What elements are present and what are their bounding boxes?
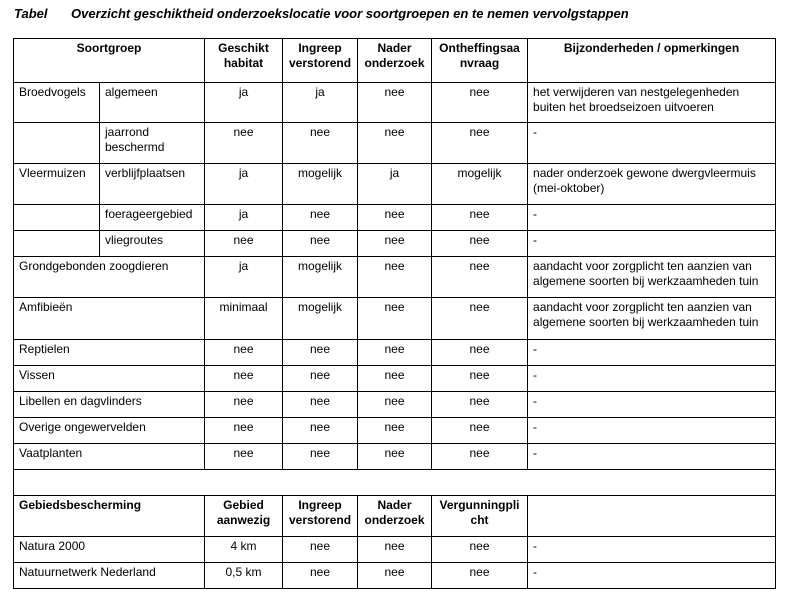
group-grondgebonden-zoogdieren: Grondgebonden zoogdieren bbox=[14, 257, 205, 298]
cell-ontheffing: nee bbox=[432, 444, 528, 470]
cell-nader: nee bbox=[358, 366, 432, 392]
cell-vergunning: nee bbox=[432, 563, 528, 589]
cell-note: - bbox=[528, 418, 776, 444]
cell-nader: ja bbox=[358, 164, 432, 205]
sub-vliegroutes: vliegroutes bbox=[100, 231, 205, 257]
header-nader-onderzoek-2: Nader onderzoek bbox=[358, 496, 432, 537]
cell-ontheffing: mogelijk bbox=[432, 164, 528, 205]
group-vissen: Vissen bbox=[14, 366, 205, 392]
group-overige-ongewervelden: Overige ongewervelden bbox=[14, 418, 205, 444]
cell-habitat: ja bbox=[205, 257, 283, 298]
cell-habitat: nee bbox=[205, 366, 283, 392]
group-vaatplanten: Vaatplanten bbox=[14, 444, 205, 470]
cell-gebied: 4 km bbox=[205, 537, 283, 563]
cell-ingreep: mogelijk bbox=[283, 164, 358, 205]
table-row bbox=[14, 83, 776, 123]
cell-ingreep: nee bbox=[283, 366, 358, 392]
header-nader-onderzoek: Nader onderzoek bbox=[358, 39, 432, 83]
cell-habitat: minimaal bbox=[205, 298, 283, 340]
table-header-row bbox=[14, 496, 776, 537]
cell-note: - bbox=[528, 231, 776, 257]
table-row bbox=[14, 418, 776, 444]
header-ingreep-verstorend-2: Ingreep verstorend bbox=[283, 496, 358, 537]
cell-nader: nee bbox=[358, 537, 432, 563]
header-gebied-aanwezig: Gebied aanwezig bbox=[205, 496, 283, 537]
sub-algemeen: algemeen bbox=[100, 83, 205, 123]
cell-habitat: ja bbox=[205, 164, 283, 205]
group-vleermuizen: Vleermuizen bbox=[14, 164, 100, 205]
cell-nader: nee bbox=[358, 340, 432, 366]
header-gebiedsbescherming: Gebiedsbescherming bbox=[14, 496, 205, 537]
cell-ontheffing: nee bbox=[432, 340, 528, 366]
cell-ingreep: nee bbox=[283, 418, 358, 444]
cell-vergunning: nee bbox=[432, 537, 528, 563]
cell-ontheffing: nee bbox=[432, 366, 528, 392]
cell-nader: nee bbox=[358, 257, 432, 298]
header-ontheffingsaanvraag: Ontheffingsaa nvraag bbox=[432, 39, 528, 83]
table-row bbox=[14, 537, 776, 563]
cell-ontheffing: nee bbox=[432, 123, 528, 164]
cell-habitat: nee bbox=[205, 418, 283, 444]
cell-note: nader onderzoek gewone dwergvleermuis (mei-oktober) bbox=[528, 164, 776, 205]
cell-nader: nee bbox=[358, 83, 432, 123]
table-row bbox=[14, 366, 776, 392]
table-spacer-row bbox=[14, 470, 776, 496]
cell-ingreep: nee bbox=[283, 563, 358, 589]
cell-habitat: nee bbox=[205, 123, 283, 164]
cell-nader: nee bbox=[358, 444, 432, 470]
cell-ingreep: nee bbox=[283, 392, 358, 418]
table-row bbox=[14, 340, 776, 366]
cell-ingreep: nee bbox=[283, 444, 358, 470]
cell-habitat: ja bbox=[205, 205, 283, 231]
header-geschikt-habitat: Geschikt habitat bbox=[205, 39, 283, 83]
sub-foerageergebied: foerageergebied bbox=[100, 205, 205, 231]
cell-ingreep: nee bbox=[283, 340, 358, 366]
table-row bbox=[14, 123, 776, 164]
group-libellen-dagvlinders: Libellen en dagvlinders bbox=[14, 392, 205, 418]
caption-title: Overzicht geschiktheid onderzoekslocatie voor soortgroepen en te nemen vervolgstappen bbox=[71, 6, 629, 21]
area-natuurnetwerk: Natuurnetwerk Nederland bbox=[14, 563, 205, 589]
cell-habitat: ja bbox=[205, 83, 283, 123]
spacer-cell bbox=[14, 470, 776, 496]
cell-ingreep: nee bbox=[283, 231, 358, 257]
caption-label: Tabel bbox=[14, 6, 48, 21]
cell-note: - bbox=[528, 340, 776, 366]
cell-nader: nee bbox=[358, 392, 432, 418]
header-bijzonderheden: Bijzonderheden / opmerkingen bbox=[528, 39, 776, 83]
table-row bbox=[14, 298, 776, 340]
table-row bbox=[14, 392, 776, 418]
cell-ingreep: ja bbox=[283, 83, 358, 123]
cell-note: - bbox=[528, 205, 776, 231]
sub-verblijfplaatsen: verblijfplaatsen bbox=[100, 164, 205, 205]
cell-note: het verwijderen van nestgelegenheden buiten het broedseizoen uitvoeren bbox=[528, 83, 776, 123]
table-row bbox=[14, 231, 776, 257]
table-row bbox=[14, 257, 776, 298]
cell-nader: nee bbox=[358, 231, 432, 257]
cell-nader: nee bbox=[358, 298, 432, 340]
sub-jaarrond-beschermd: jaarrond beschermd bbox=[100, 123, 205, 164]
table-row bbox=[14, 563, 776, 589]
table-row bbox=[14, 164, 776, 205]
species-table bbox=[13, 38, 776, 589]
cell-nader: nee bbox=[358, 123, 432, 164]
cell-note: aandacht voor zorgplicht ten aanzien van algemene soorten bij werkzaamheden tuin bbox=[528, 298, 776, 340]
cell-note: - bbox=[528, 444, 776, 470]
group-vleermuizen-cont bbox=[14, 205, 100, 231]
cell-nader: nee bbox=[358, 205, 432, 231]
header-ingreep-verstorend: Ingreep verstorend bbox=[283, 39, 358, 83]
cell-habitat: nee bbox=[205, 392, 283, 418]
cell-ontheffing: nee bbox=[432, 83, 528, 123]
cell-ontheffing: nee bbox=[432, 298, 528, 340]
cell-habitat: nee bbox=[205, 231, 283, 257]
group-reptielen: Reptielen bbox=[14, 340, 205, 366]
cell-ingreep: nee bbox=[283, 537, 358, 563]
cell-habitat: nee bbox=[205, 444, 283, 470]
cell-ingreep: nee bbox=[283, 123, 358, 164]
cell-note: - bbox=[528, 537, 776, 563]
cell-ontheffing: nee bbox=[432, 231, 528, 257]
cell-ingreep: nee bbox=[283, 205, 358, 231]
cell-nader: nee bbox=[358, 563, 432, 589]
cell-ingreep: mogelijk bbox=[283, 257, 358, 298]
header-empty bbox=[528, 496, 776, 537]
cell-nader: nee bbox=[358, 418, 432, 444]
cell-note: - bbox=[528, 123, 776, 164]
group-amfibieen: Amfibieën bbox=[14, 298, 205, 340]
cell-ingreep: mogelijk bbox=[283, 298, 358, 340]
cell-ontheffing: nee bbox=[432, 257, 528, 298]
area-natura-2000: Natura 2000 bbox=[14, 537, 205, 563]
table-row bbox=[14, 444, 776, 470]
cell-habitat: nee bbox=[205, 340, 283, 366]
cell-note: - bbox=[528, 563, 776, 589]
group-broedvogels: Broedvogels bbox=[14, 83, 100, 123]
table-caption bbox=[14, 6, 629, 21]
group-broedvogels-cont bbox=[14, 123, 100, 164]
cell-ontheffing: nee bbox=[432, 205, 528, 231]
cell-ontheffing: nee bbox=[432, 418, 528, 444]
cell-note: aandacht voor zorgplicht ten aanzien van algemene soorten bij werkzaamheden tuin bbox=[528, 257, 776, 298]
table-row bbox=[14, 205, 776, 231]
table-header-row bbox=[14, 39, 776, 83]
header-vergunningplicht: Vergunningpli cht bbox=[432, 496, 528, 537]
cell-note: - bbox=[528, 366, 776, 392]
header-soortgroep: Soortgroep bbox=[14, 39, 205, 83]
group-vleermuizen-cont bbox=[14, 231, 100, 257]
cell-gebied: 0,5 km bbox=[205, 563, 283, 589]
cell-ontheffing: nee bbox=[432, 392, 528, 418]
cell-note: - bbox=[528, 392, 776, 418]
